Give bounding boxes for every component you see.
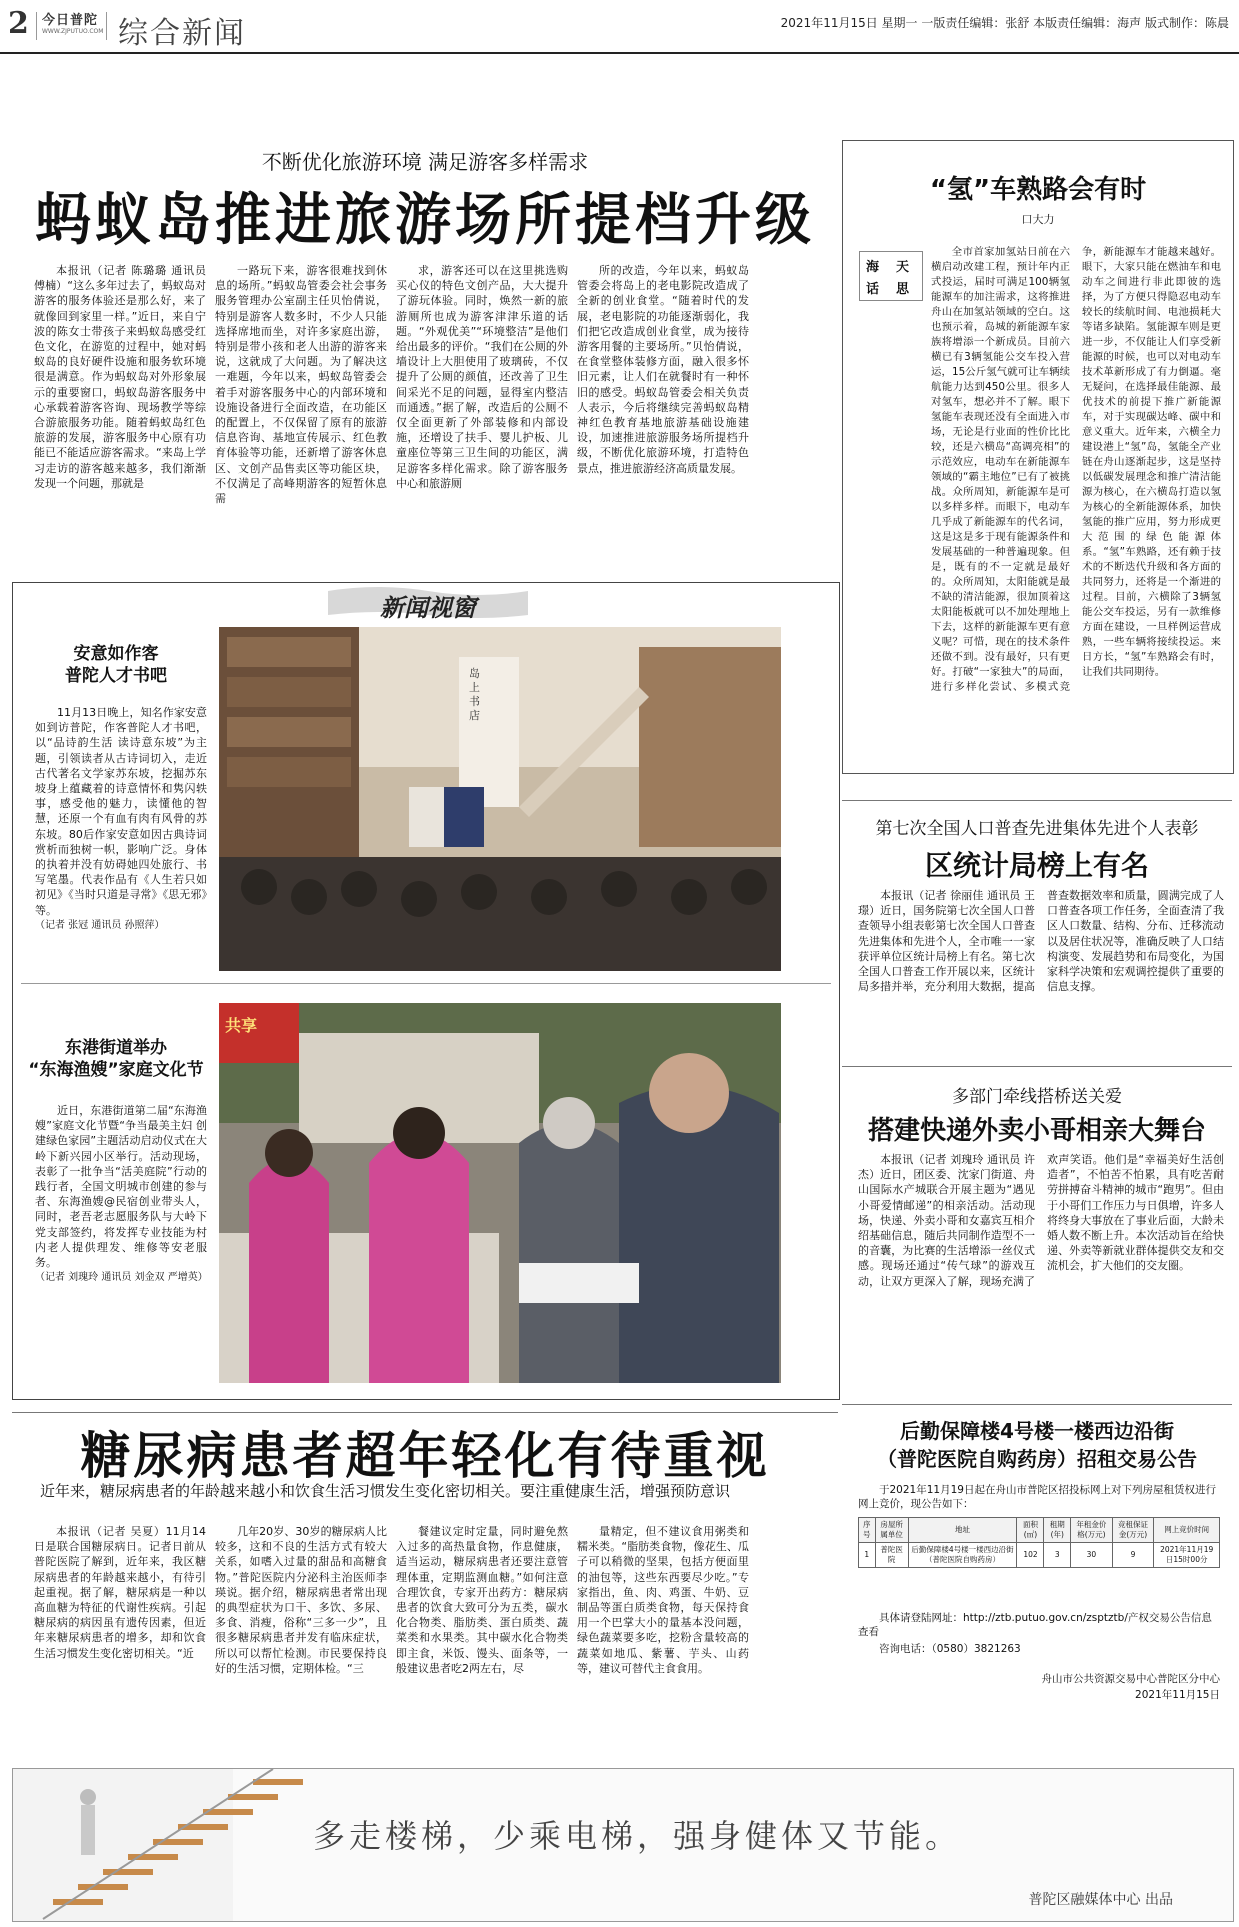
news-item-1-text: 11月13日晚上，知名作家安意如到访普陀，作客普陀人才书吧，以“品诗韵生活 读诗意东坡”为主题，引领读者从古诗词切入，走近古代著名文学家苏东坡，挖掘苏东坡身上蕴藏着的诗意情怀和隽闪轶事，感受他的魅力，读懂他的智慧，还原一个有血有肉有风骨的苏东坡。80后作家安意如因古典诗词赏析而独树一帜，影响广泛。身体的执着并没有妨碍她四处旅行、书写笔墨。代表作品有《人生若只如初见》《当时只道是寻常》《思无邪》等。 （记者 张冠 通讯员 孙照萍） bbox=[35, 706, 207, 931]
page-number: 2 bbox=[8, 6, 29, 41]
tender-notice bbox=[842, 1404, 1232, 1760]
festival-illustration bbox=[219, 1003, 781, 1383]
lead-kicker: 不断优化旅游环境 满足游客多样需求 bbox=[261, 150, 589, 174]
column-logo: 海 天 话 思 bbox=[859, 251, 923, 301]
tender-intro: 于2021年11月19日起在舟山市普陀区招投标网上对下列房屋租赁权进行网上竞价，现公告如下： bbox=[858, 1484, 1216, 1510]
section-title: 综合新闻 bbox=[118, 16, 246, 51]
news-item-1-headline: 安意如作客 普陀人才书吧 bbox=[65, 644, 167, 686]
courier-headline: 搭建快递外卖小哥相亲大舞台 bbox=[867, 1116, 1206, 1146]
tender-date: 2021年11月15日 bbox=[1135, 1689, 1220, 1701]
commentary-box bbox=[842, 140, 1234, 774]
table-row: 1 普陀医院 后勤保障楼4号楼一楼西边沿街（普陀医院自购药房） 102 3 30 9 2021年11月19日15时00分 bbox=[859, 1543, 1220, 1568]
courier-text: 本报讯（记者 刘瑰玲 通讯员 许杰）近日，团区委、沈家门街道、舟山国际水产城联合开展主题为“遇见小哥爱情邮递”的相亲活动。活动现场，快递、外卖小哥和女嘉宾互相介绍基础信息，随后共同制作造型不一的音囊，为比赛的生活增添一丝仪式感。现场还通过“传气球”的游戏互动，让双方更深入了解，现场充满了欢声笑语。他们是“幸福美好生活创造者”，不怕苦不怕累，具有吃苦耐劳拼搏奋斗精神的城市“跑男”。但由于小哥们工作压力与日俱增，许多人将终身大事放在了事业后面，大龄未婚人数不断上升。本次活动旨在给快递、外卖等新就业群体提供交友和交流机会，扩大他们的交友圈。 bbox=[858, 1153, 1224, 1288]
diabetes-column-4: 量精定，但不建议食用粥类和糯米类。“脂肪类食物，像花生、瓜子可以稍微的坚果，包括方便面里的油包等，这些东西要尽少吃。”专家指出，鱼、肉、鸡蛋、牛奶、豆制品等蛋白质类食物，每天保持食用一个巴掌大小的量基本没问题，绿色蔬菜要多吃，挖粉含量较高的蔬菜如地瓜、紫薯、芋头、山药等，建议可替代主食食用。 bbox=[577, 1525, 749, 1675]
commentary-text: 全市首家加氢站日前在六横启动改建工程，预计年内正式投运，届时可满足100辆氢能源车的加注需求，这将推进舟山在加氢站领域的空白。这也预示着，岛城的新能源车家族将增添一个新成员。目前六横已有3辆氢能公交车投入营运，15公斤氢气就可让车辆续航能力达到450公里。很多人对氢车，想必并不了解。眼下氢能车表现还没有全面进入市场，无论是行业面的性价比比较，还是六横岛“高调亮相”的示范效应，电动车在新能源车领域的“霸主地位”已有了被挑战。众所周知，新能源车是可以多样多样。而眼下，电动车几乎成了新能源车的代名词，这是这是多于现有能源条件和发展基础的一种普遍现象。但是，既有的不一定就是最好的。众所周知，太阳能就是最不缺的清洁能源，很加顶着这太阳能板就可以不加处理地上下去，这样的新能源车更有意义呢？可惜，现在的技术条件还做不到。没有最好，只有更好。打破“一家独大”的局面，进行多样化尝试、多模式竞争，新能源车才能越来越好。眼下，大家只能在燃油车和电动车之间进行非此即彼的选择，为了方便只得隐忍电动车较长的续航时间、电池损耗大等诸多缺陷。氢能源车则是更进一步，不仅能让人们享受新能源的时候，也可以对电动车技术革新形成了有力倒逼。毫无疑问，在选择最佳能源、最优技术的前提下推广新能源车，对于实现碳达峰、碳中和意义重大。近年来，六横全力建设港上“氢”岛，氢能全产业链在舟山逐渐起步，这是坚持以低碳发展理念和推广清洁能源为核心，在六横岛打造以氢为核心的全新能源体系，加快氢能的推广应用，努力形成更大范围的绿色能源体系。“氢”车熟路，还有赖于技术的不断迭代升级和各方面的共同努力，还将是一个渐进的过程。目前，六横除了3辆氢能公交车投运，另有一款维修方面在建设，一旦样例运营成熟，一些车辆将接续投运。来日方长，“氢”车熟路会有时，让我们共同期待。 bbox=[931, 246, 1221, 693]
bookstore-illustration bbox=[219, 627, 781, 971]
bookstore-sign: 岛上书店 bbox=[469, 667, 480, 722]
tender-issuer: 舟山市公共资源交易中心普陀区分中心 bbox=[1041, 1673, 1220, 1685]
diabetes-column-1: 本报讯（记者 吴夏）11月14日是联合国糖尿病日。记者日前从普陀医院了解到，近年来，我区糖尿病患者的年龄越来越小，有待引起重视。据了解，糖尿病是一种以高血糖为特征的代谢性疾病。引起糖尿病的病因虽有遗传因素，但近年来糖尿病患者的增多，却和饮食生活习惯发生变化密切相关。“近 bbox=[34, 1525, 206, 1660]
tender-site: 具体请登陆网址：http://ztb.putuo.gov.cn/zsptztb/产权交易公告信息查看 bbox=[858, 1612, 1212, 1638]
diabetes-column-3: 餐建议定时定量，同时避免熬入过多的高热量食物，作息健康，适当运动，糖尿病患者还要注意管理体重，定期监测血糖。”如何注意合理饮食，专家开出药方：糖尿病患者的饮食大致可分为五类，碳水化合物类、脂肪类、蛋白质类、蔬菜类和水果类。其中碳水化合物类即主食，米饭、馒头、面条等，一般建议患者吃2两左右，尽 bbox=[396, 1525, 568, 1675]
diabetes-headline: 糖尿病患者超年轻化有待重视 bbox=[80, 1427, 770, 1485]
census-text: 本报讯（记者 徐丽佳 通讯员 王璟）近日，国务院第七次全国人口普查领导小组表彰第七次全国人口普查先进集体和先进个人，全市唯一一家获评单位区统计局榜上有名。第七次全国人口普查工作开展以来，区统计局多措并举，充分利用大数据，提高普查数据效率和质量，圆满完成了人口普查各项工作任务，全面查清了我区人口数量、结构、分布、迁移流动以及居住状况等，准确反映了人口结构演变、发展趋势和布局变化，为国家科学决策和宏观调控提供了重要的信息支撑。 bbox=[858, 889, 1224, 994]
lead-column-2: 一路玩下来，游客很难找到休息的场所。”蚂蚁岛管委会社会事务服务管理办公室副主任贝怡倩说，特别是游客人数多时，不少人只能选择席地而坐，对许多家庭出游，特别是带小孩和老人出游的游客来说，这就成了大问题。为了解决这一难题，今年以来，蚂蚁岛管委会着手对游客服务中心的内部环境和设施设备进行全面改造，在功能区的配置上，不仅保留了原有的旅游信息咨询、基地宣传展示、红色教育体验等功能，还新增了游客休息区、文创产品售卖区等功能区块，不仅满足了高峰期游客的短暂休息需 bbox=[215, 264, 387, 506]
commentary-title: “氢”车熟路会有时 bbox=[929, 175, 1147, 205]
page-header bbox=[0, 0, 1239, 55]
diabetes-deck: 近年来，糖尿病患者的年龄越来越小和饮食生活习惯发生变化密切相关。要注重健康生活，增强预防意识 bbox=[40, 1482, 731, 1500]
commentary-author: 口大力 bbox=[1021, 213, 1055, 226]
paper-logo: 今日普陀 WWW.ZJPUTUO.COM bbox=[42, 13, 104, 35]
census-headline: 区统计局榜上有名 bbox=[924, 849, 1149, 882]
festival-banner-text: 共享 bbox=[225, 1016, 258, 1035]
tender-phone: 咨询电话：（0580）3821263 bbox=[879, 1643, 1021, 1655]
ad-banner bbox=[12, 1768, 1234, 1922]
festival-photo bbox=[219, 1003, 781, 1383]
courier-kicker: 多部门牵线搭桥送关爱 bbox=[952, 1087, 1122, 1107]
diabetes-column-2: 几年20岁、30岁的糖尿病人比较多，这和不良的生活方式有较大关系，如嗜入过量的甜品和高糖食物。”普陀医院内分泌科主治医师李瑛说。据介绍，糖尿病患者常出现的典型症状为口干、多饮、多尿、多食、消瘦，俗称“三多一少”，且很多糖尿病患者并发有临床症状，所以可以帮忙检测。市民要保持良好的生活习惯，定期体检。“三 bbox=[215, 1525, 387, 1675]
census-kicker: 第七次全国人口普查先进集体先进个人表彰 bbox=[875, 819, 1199, 839]
page-meta: 2021年11月15日 星期一 一版责任编辑：张舒 本版责任编辑：海声 版式制作：陈晨 bbox=[780, 16, 1229, 30]
tender-headline: 后勤保障楼4号楼一楼西边沿街 （普陀医院自购药房）招租交易公告 bbox=[877, 1419, 1197, 1471]
news-window-banner: 新闻视窗 bbox=[328, 583, 528, 621]
lead-headline: 蚂蚁岛推进旅游场所提档升级 bbox=[35, 188, 815, 253]
bookstore-photo bbox=[219, 627, 781, 971]
news-item-2-headline: 东港街道举办 “东海渔嫂”家庭文化节 bbox=[28, 1038, 204, 1080]
tender-table: 序号 房屋所属单位 地址 面积(㎡) 租期(年) 年租金价格(万元) 竞租保证金(万元) 网上竞价时间 1 普陀医院 后勤保障楼4号楼一楼西边沿街（普陀医院自购药房） 102 3 30 9 2021年11月19日15时00分 bbox=[858, 1517, 1220, 1568]
lead-column-1: 本报讯（记者 陈璐璐 通讯员 傅楠）“这么多年过去了，蚂蚁岛对游客的服务体验还是那么好，来了就像回到家里一样。”近日，来自宁波的陈女士带孩子来蚂蚁岛感受红色文化，在游览的过程中，她对蚂蚁岛的良好硬件设施和服务软环境很是满意。作为蚂蚁岛对外形象展示的重要窗口，蚂蚁岛游客服务中心承载着游客咨询、现场教学等综合游旅服务功能。随着蚂蚁岛红色旅游的发展，游客服务中心原有功能已不能适应游客需求。“来岛上学习走访的游客越来越多，我们渐渐发现一个问题，那就是 bbox=[34, 264, 206, 490]
lead-column-3: 求，游客还可以在这里挑选购买心仪的特色文创产品，大大提升了游玩体验。同时，焕然一新的旅游厕所也成为游客津津乐道的话题。“外观优美”“环境整洁”是他们给出最多的评价。“我们在公厕的外墙设计上大胆使用了玻璃砖，不仅提升了公厕的颜值，还改善了卫生间采光不足的问题，显得室内整洁而通透。”据了解，改造后的公厕不仅全面更新了外部装修和内部设施，还增设了扶手、婴儿护板、儿童座位等第三卫生间的功能区，满足游客多样化需求。除了游客服务中心和旅游厕 bbox=[396, 264, 568, 490]
news-photo-block bbox=[12, 582, 840, 1400]
ad-slogan: 多走楼梯，少乘电梯，强身健体又节能。 bbox=[313, 1817, 962, 1855]
ad-producer: 普陀区融媒体中心 出品 bbox=[1028, 1892, 1173, 1908]
news-item-2-text: 近日，东港街道第二届“东海渔嫂”家庭文化节暨“争当最美主妇 创建绿色家园”主题活动启动仪式在大岭下新兴园小区举行。活动现场，表彰了一批争当“活美庭院”行动的践行者，全国文明城市创建的参与者、东海渔嫂@民宿创业带头人，同时，老吾老志愿服务队与大岭下党支部签约，将发挥专业技能为村内老人提供理发、维修等安老服务。 （记者 刘瑰玲 通讯员 刘金双 严增英） bbox=[35, 1104, 208, 1284]
lead-column-4: 所的改造，今年以来，蚂蚁岛管委会将岛上的老电影院改造成了全新的创业食堂。“随着时代的发展，老电影院的功能逐渐弱化，我们把它改造成创业食堂，成为接待游客用餐的主要场所。”贝怡倩说，在食堂整体装修方面，融入很多怀旧元素，让人们在就餐时有一种怀旧的感受。蚂蚁岛管委会相关负责人表示，今后将继续完善蚂蚁岛精神红色教育基地旅游基础设施建设，加速推进旅游服务场所提档升级，不断优化旅游环境，打造特色景点，推进旅游经济高质量发展。 bbox=[577, 264, 749, 475]
